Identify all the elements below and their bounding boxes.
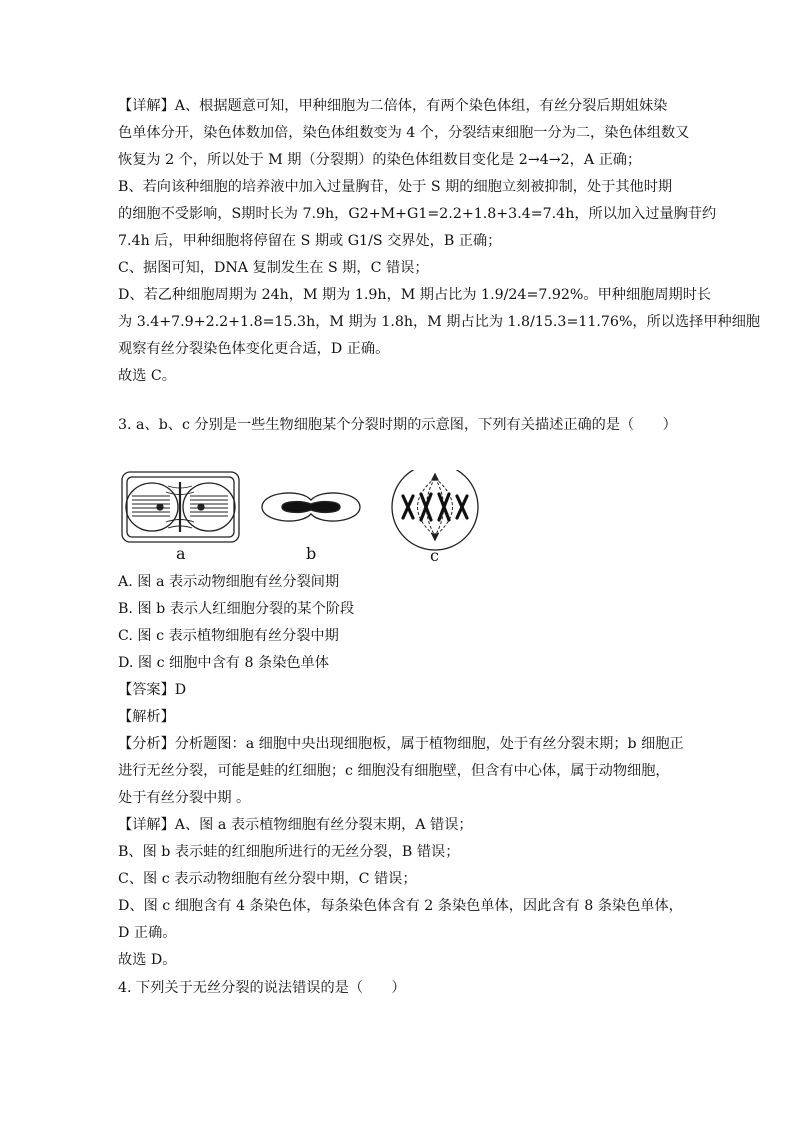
q3-analysis-line-7: D、图 c 细胞含有 4 条染色体，每条染色体含有 2 条染色单体，因此含有 8 条染色单体， xyxy=(118,898,683,914)
q3-analysis-line-1: 【分析】分析题图：a 细胞中央出现细胞板，属于植物细胞，处于有丝分裂末期；b 细胞正 xyxy=(118,736,684,752)
q2-detail-line-8: D、若乙种细胞周期为 24h，M 期为 1.9h，M 期占比为 1.9/24=7.92%。甲种细胞周期时长 xyxy=(118,287,712,303)
q3-analysis-line-3: 处于有丝分裂中期 。 xyxy=(118,790,251,806)
q2-detail-line-11: 故选 C。 xyxy=(118,368,176,384)
q2-detail-line-10: 观察有丝分裂染色体变化更合适，D 正确。 xyxy=(118,341,390,357)
q3-option-a: A. 图 a 表示动物细胞有丝分裂间期 xyxy=(118,574,340,590)
q2-detail-line-5: 的细胞不受影响，S期时长为 7.9h，G2+M+G1=2.2+1.8+3.4=7.4h，所以加入过量胸苷约 xyxy=(118,206,717,222)
q3-analysis-line-2: 进行无丝分裂，可能是蛙的红细胞；c 细胞没有细胞壁，但含有中心体，属于动物细胞， xyxy=(118,763,670,779)
q2-detail-line-1: 【详解】A、根据题意可知，甲种细胞为二倍体，有两个染色体组，有丝分裂后期姐妹染 xyxy=(118,98,668,114)
q2-detail-line-6: 7.4h 后，甲种细胞将停留在 S 期或 G1/S 交界处，B 正确； xyxy=(118,233,502,249)
figure-a-label: a xyxy=(176,544,186,563)
q3-analysis-heading: 【解析】 xyxy=(118,709,175,725)
q3-answer: 【答案】D xyxy=(118,682,187,698)
figure-b-amitosis xyxy=(262,493,360,521)
q2-detail-line-9: 为 3.4+7.9+2.2+1.8=15.3h，M 期为 1.8h，M 期占比为 1.8/15.3=11.76%，所以选择甲种细胞 xyxy=(118,314,761,330)
q3-analysis-line-6: C、图 c 表示动物细胞有丝分裂中期，C 错误； xyxy=(118,871,417,887)
q2-detail-line-7: C、据图可知，DNA 复制发生在 S 期，C 错误； xyxy=(118,260,429,276)
q3-analysis-line-4: 【详解】A、图 a 表示植物细胞有丝分裂末期，A 错误； xyxy=(118,817,473,833)
q3-option-b: B. 图 b 表示人红细胞分裂的某个阶段 xyxy=(118,601,355,617)
q3-analysis-line-9: 故选 D。 xyxy=(118,952,177,968)
q3-option-d: D. 图 c 细胞中含有 8 条染色单体 xyxy=(118,655,329,671)
q3-figures xyxy=(120,470,500,570)
q3-stem: 3. a、b、c 分别是一些生物细胞某个分裂时期的示意图，下列有关描述正确的是（ ） xyxy=(118,417,677,433)
q2-detail-line-4: B、若向该种细胞的培养液中加入过量胸苷，处于 S 期的细胞立刻被抑制，处于其他时期 xyxy=(118,179,673,195)
figure-c-animal-cell xyxy=(392,470,478,550)
q4-stem: 4. 下列关于无丝分裂的说法错误的是（ ） xyxy=(118,980,406,996)
figure-b-label: b xyxy=(306,544,317,563)
figure-c-label: c xyxy=(430,546,439,565)
q3-analysis-line-8: D 正确。 xyxy=(118,925,177,941)
q3-analysis-line-5: B、图 b 表示蛙的红细胞所进行的无丝分裂，B 错误； xyxy=(118,844,460,860)
q2-detail-line-2: 色单体分开，染色体数加倍，染色体组数变为 4 个，分裂结束细胞一分为二，染色体组数又 xyxy=(118,125,690,141)
q2-detail-line-3: 恢复为 2 个，所以处于 M 期（分裂期）的染色体组数目变化是 2→4→2，A 正确； xyxy=(118,152,642,168)
q3-option-c: C. 图 c 表示植物细胞有丝分裂中期 xyxy=(118,628,339,644)
figure-a-plant-cell xyxy=(122,472,239,542)
